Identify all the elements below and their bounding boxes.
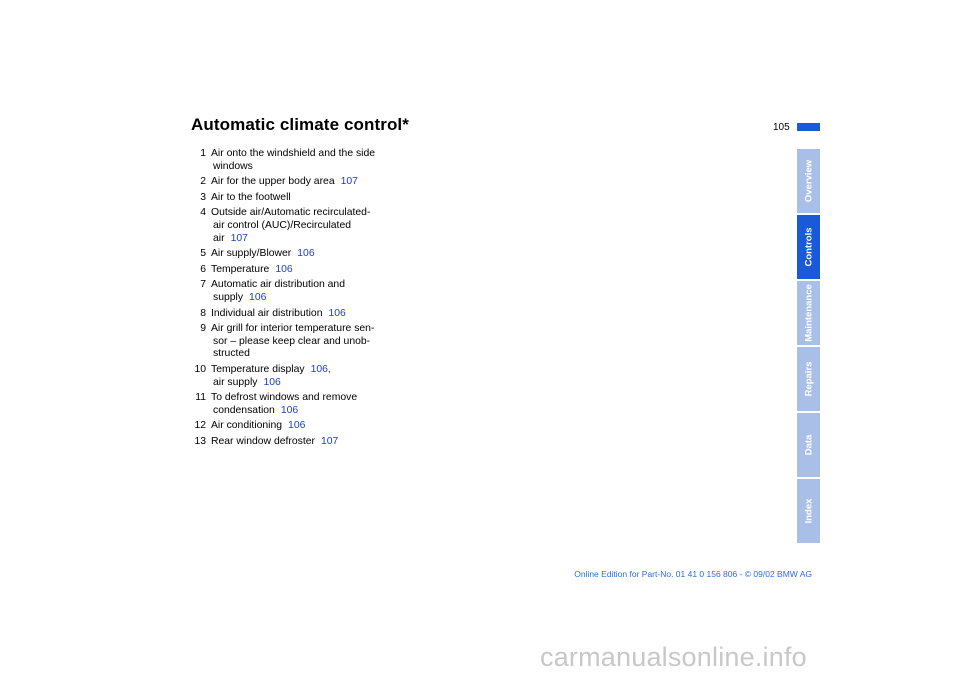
edition-footer: Online Edition for Part-No. 01 41 0 156 806 - © 09/02 BMW AG bbox=[574, 569, 812, 579]
page-ref-link[interactable]: 107 bbox=[320, 435, 339, 447]
item-text-cont: condensation bbox=[213, 404, 275, 416]
item-text: To defrost windows and remove bbox=[211, 392, 358, 404]
legend-item-2 bbox=[191, 176, 401, 189]
item-text: Air to the footwell bbox=[211, 191, 291, 203]
tab-repairs[interactable] bbox=[797, 347, 820, 411]
item-text-cont: structed bbox=[213, 348, 250, 360]
item-text: Air conditioning bbox=[211, 420, 283, 432]
item-text: Rear window defroster bbox=[211, 435, 315, 447]
item-text-cont: air bbox=[213, 232, 225, 244]
item-number: 12 bbox=[194, 420, 206, 432]
tab-data[interactable] bbox=[797, 413, 820, 477]
page-ref-link[interactable]: 106 bbox=[275, 263, 293, 275]
tab-controls[interactable] bbox=[797, 215, 820, 279]
tab-overview[interactable] bbox=[797, 149, 820, 213]
section-tabs bbox=[797, 149, 820, 545]
item-number: 8 bbox=[200, 307, 206, 319]
legend-item-1 bbox=[191, 148, 401, 173]
page-ref-link[interactable]: 106 bbox=[288, 420, 306, 432]
page-number: 105 bbox=[773, 122, 790, 133]
page-ref-link[interactable]: 106, bbox=[310, 363, 331, 375]
item-text: Air grill for interior temperature sen- bbox=[211, 323, 375, 335]
page-ref-link[interactable]: 107 bbox=[340, 176, 358, 188]
legend-item-12 bbox=[191, 420, 401, 433]
item-text: Temperature display bbox=[211, 363, 305, 375]
item-text: Outside air/Automatic recirculated- bbox=[211, 207, 371, 219]
legend-item-9 bbox=[191, 323, 401, 361]
tab-label: Overview bbox=[803, 159, 814, 203]
item-text: Individual air distribution bbox=[211, 307, 323, 319]
item-number: 3 bbox=[200, 191, 206, 203]
item-number: 9 bbox=[200, 323, 206, 335]
page-ref-link[interactable]: 106 bbox=[249, 291, 267, 303]
item-number: 2 bbox=[200, 176, 206, 188]
legend-item-13 bbox=[191, 436, 401, 449]
item-number: 6 bbox=[200, 263, 206, 275]
legend-item-10 bbox=[191, 364, 401, 389]
legend-item-11 bbox=[191, 392, 401, 417]
legend-item-7 bbox=[191, 279, 401, 304]
item-number: 11 bbox=[195, 392, 206, 404]
item-text: Air supply/Blower bbox=[211, 248, 292, 260]
legend-item-5 bbox=[191, 248, 401, 261]
item-text-cont: air control (AUC)/Recirculated bbox=[213, 219, 352, 231]
item-text: Air onto the windshield and the side bbox=[211, 148, 376, 159]
item-text-cont: air supply bbox=[213, 376, 258, 388]
page-marker bbox=[797, 123, 820, 131]
item-text-cont: sor – please keep clear and unob- bbox=[213, 335, 371, 347]
tab-label: Controls bbox=[803, 227, 814, 267]
item-text: Temperature bbox=[211, 263, 270, 275]
page-title: Automatic climate control* bbox=[191, 115, 409, 134]
item-number: 5 bbox=[200, 248, 206, 260]
item-text: Automatic air distribution and bbox=[211, 279, 345, 291]
site-watermark: carmanualsonline.info bbox=[540, 642, 807, 672]
page-ref-link[interactable]: 106 bbox=[297, 248, 315, 260]
item-number: 4 bbox=[200, 207, 206, 219]
legend-list bbox=[191, 148, 401, 451]
page-ref-link[interactable]: 107 bbox=[230, 232, 248, 244]
page-ref-link[interactable]: 106 bbox=[263, 376, 281, 388]
legend-item-6 bbox=[191, 264, 401, 277]
tab-label: Maintenance bbox=[803, 284, 814, 342]
legend-item-8 bbox=[191, 308, 401, 321]
item-number: 7 bbox=[200, 279, 206, 291]
item-number: 10 bbox=[194, 363, 206, 375]
page-ref-link[interactable]: 106 bbox=[280, 404, 299, 416]
item-number: 1 bbox=[200, 148, 206, 159]
tab-label: Data bbox=[803, 434, 814, 456]
tab-maintenance[interactable] bbox=[797, 281, 820, 345]
item-text-cont: windows bbox=[213, 160, 253, 172]
legend-item-3 bbox=[191, 192, 401, 205]
tab-label: Repairs bbox=[803, 361, 814, 397]
legend-item-4 bbox=[191, 207, 401, 245]
item-number: 13 bbox=[194, 435, 206, 447]
item-text-cont: supply bbox=[213, 291, 244, 303]
tab-index[interactable] bbox=[797, 479, 820, 543]
item-text: Air for the upper body area bbox=[211, 176, 335, 188]
page-ref-link[interactable]: 106 bbox=[328, 307, 346, 319]
tab-label: Index bbox=[803, 498, 814, 524]
